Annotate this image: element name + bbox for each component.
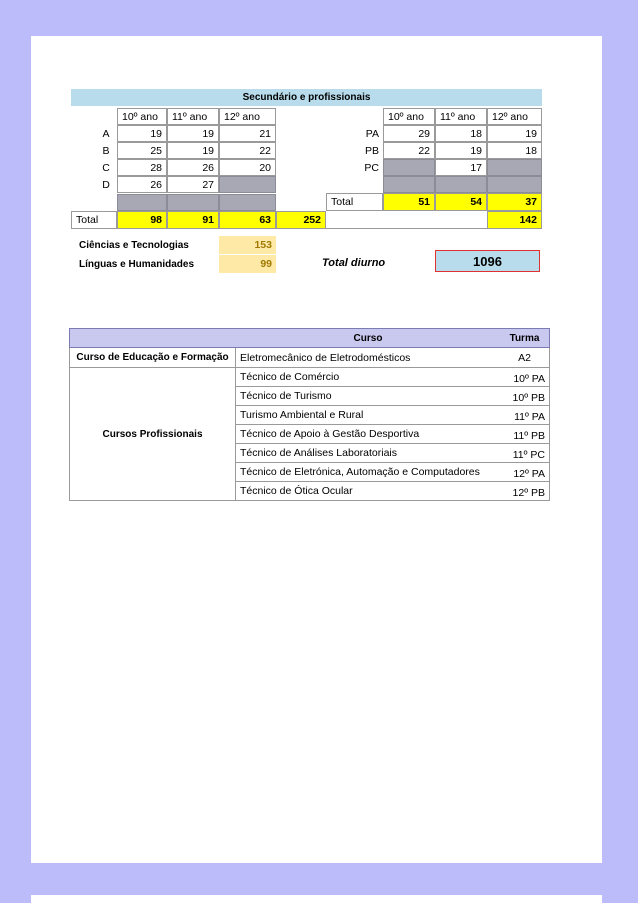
cursos-header-turma: Turma: [500, 328, 550, 348]
spacer-cell: [383, 176, 435, 193]
right-header-11: 11º ano: [435, 108, 487, 125]
left-total-sum: 252: [276, 211, 326, 229]
total-diurno-label: Total diurno: [322, 257, 386, 269]
cef-turma: A2: [500, 348, 550, 368]
cell-c-10: 28: [117, 159, 167, 176]
cell-a-10: 19: [117, 125, 167, 142]
cell-a-11: 19: [167, 125, 219, 142]
curso-row-turma: 11º PB: [500, 425, 550, 444]
right-total-label: Total: [326, 193, 383, 211]
right-total-sum: 142: [487, 211, 542, 229]
cursos-header-blank: [69, 328, 236, 348]
cell-pa-12: 19: [487, 125, 542, 142]
curso-row-turma: 10º PA: [500, 368, 550, 387]
total-diurno-value: 1096: [435, 250, 540, 272]
left-header-11: 11º ano: [167, 108, 219, 125]
cell-d-10: 26: [117, 176, 167, 193]
area-label-linguas: Línguas e Humanidades: [79, 258, 195, 270]
cell-b-10: 25: [117, 142, 167, 159]
left-header-10: 10º ano: [117, 108, 167, 125]
cursos-header-curso: Curso: [236, 328, 500, 348]
left-header-12: 12º ano: [219, 108, 276, 125]
cef-group-label: Curso de Educação e Formação: [69, 348, 236, 368]
row-label-c: C: [102, 161, 110, 174]
profissionais-group-label: Cursos Profissionais: [69, 368, 236, 501]
curso-row-name: Técnico de Comércio: [236, 368, 500, 387]
area-value-linguas: 99: [219, 255, 276, 273]
cell-d-11: 27: [167, 176, 219, 193]
secundario-title: Secundário e profissionais: [71, 89, 542, 106]
area-label-ciencias: Ciências e Tecnologias: [79, 239, 189, 251]
right-total-12: 37: [487, 193, 542, 211]
cell-d-12-empty: [219, 176, 276, 193]
right-total-11: 54: [435, 193, 487, 211]
cell-pb-12: 18: [487, 142, 542, 159]
cell-pc-12-empty: [487, 159, 542, 176]
cell-c-11: 26: [167, 159, 219, 176]
cell-pa-10: 29: [383, 125, 435, 142]
curso-row-name: Técnico de Análises Laboratoriais: [236, 444, 500, 463]
spacer-cell: [487, 176, 542, 193]
cell-b-12: 22: [219, 142, 276, 159]
right-header-12: 12º ano: [487, 108, 542, 125]
cef-curso: Eletromecânico de Eletrodomésticos: [236, 348, 500, 368]
row-label-pc: PC: [364, 161, 379, 174]
spacer-cell: [167, 194, 219, 211]
row-label-d: D: [102, 178, 110, 191]
curso-row-turma: 11º PA: [500, 406, 550, 425]
curso-row-name: Técnico de Turismo: [236, 387, 500, 406]
cell-pb-11: 19: [435, 142, 487, 159]
cell-pb-10: 22: [383, 142, 435, 159]
row-label-pa: PA: [365, 127, 379, 140]
curso-row-turma: 12º PB: [500, 482, 550, 501]
cell-pc-10-empty: [383, 159, 435, 176]
left-total-label: Total: [71, 211, 117, 229]
curso-row-turma: 10º PB: [500, 387, 550, 406]
left-total-10: 98: [117, 211, 167, 229]
cell-a-12: 21: [219, 125, 276, 142]
curso-row-name: Técnico de Ótica Ocular: [236, 482, 500, 501]
next-page-edge: [31, 895, 602, 903]
row-label-a: A: [102, 127, 110, 140]
cell-c-12: 20: [219, 159, 276, 176]
spacer-cell: [435, 176, 487, 193]
cell-pa-11: 18: [435, 125, 487, 142]
row-label-pb: PB: [364, 144, 379, 157]
left-total-11: 91: [167, 211, 219, 229]
curso-row-turma: 12º PA: [500, 463, 550, 482]
cell-b-11: 19: [167, 142, 219, 159]
cell-pc-11: 17: [435, 159, 487, 176]
curso-row-name: Turismo Ambiental e Rural: [236, 406, 500, 425]
curso-row-name: Técnico de Apoio à Gestão Desportiva: [236, 425, 500, 444]
area-value-ciencias: 153: [219, 236, 276, 254]
spacer-cell: [117, 194, 167, 211]
curso-row-turma: 11º PC: [500, 444, 550, 463]
spacer-cell: [219, 194, 276, 211]
right-header-10: 10º ano: [383, 108, 435, 125]
left-total-12: 63: [219, 211, 276, 229]
right-total-10: 51: [383, 193, 435, 211]
row-label-b: B: [102, 144, 110, 157]
curso-row-name: Técnico de Eletrónica, Automação e Computadores: [236, 463, 500, 482]
